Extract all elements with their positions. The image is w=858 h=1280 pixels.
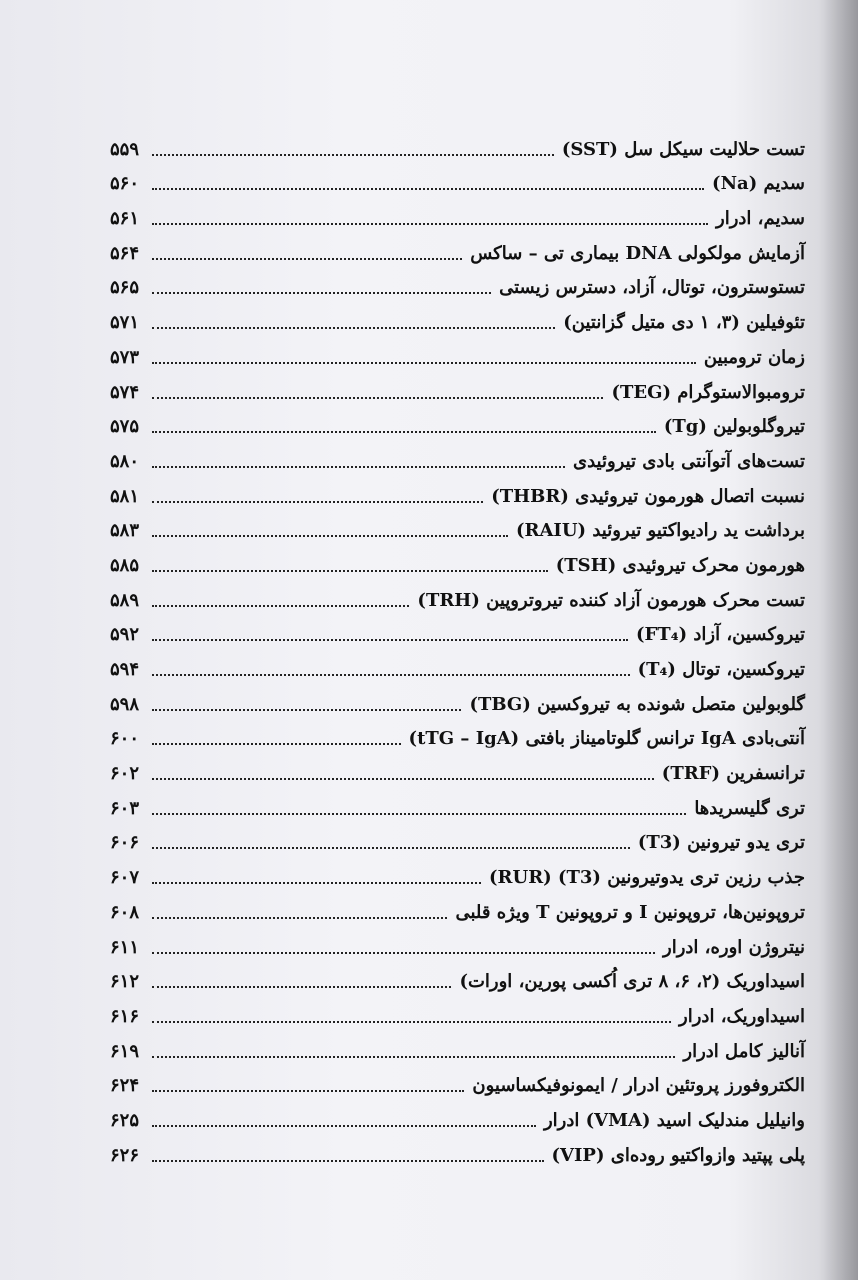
- toc-entry: [110, 1097, 805, 1132]
- toc-entry: [110, 1132, 805, 1167]
- toc-entry-title: سدیم، ادرار: [716, 208, 805, 230]
- toc-entry-page-number: ۵۶۰: [110, 173, 140, 195]
- toc-entry: [110, 369, 805, 404]
- dot-leader: [152, 639, 628, 641]
- toc-entry-title: نسبت اتصال هورمون تیروئیدی (THBR): [491, 485, 805, 507]
- dot-leader: [152, 535, 508, 537]
- toc-entry-title: جذب رزین تری یدوتیرونین (T3) (RUR): [489, 867, 805, 889]
- dot-leader: [152, 397, 603, 399]
- dot-leader: [152, 674, 630, 676]
- dot-leader: [152, 258, 462, 260]
- toc-entry: [110, 334, 805, 369]
- dot-leader: [152, 501, 483, 503]
- dot-leader: [152, 1090, 464, 1092]
- toc-entry-title: تیروگلوبولین (Tg): [663, 416, 805, 438]
- toc-entry-title: آزمایش مولکولی DNA بیماری تی – ساکس: [470, 242, 805, 264]
- toc-entry-title: تری گلیسریدها: [694, 797, 805, 819]
- dot-leader: [152, 362, 696, 364]
- toc-entry-title: ترانسفرین (TRF): [661, 763, 805, 785]
- toc-entry-page-number: ۵۵۹: [110, 138, 140, 160]
- toc-entry-page-number: ۶۰۷: [110, 867, 140, 889]
- toc-entry-page-number: ۵۷۱: [110, 312, 140, 334]
- toc-entry-page-number: ۵۸۰: [110, 450, 140, 472]
- toc-entry-title: تیروکسین، توتال (T₄): [637, 659, 805, 680]
- toc-entry: [110, 1063, 805, 1098]
- toc-entry: [110, 404, 805, 439]
- dot-leader: [152, 1021, 671, 1023]
- toc-entry: [110, 612, 805, 647]
- toc-entry-title: تست‌های آتوآنتی بادی تیروئیدی: [572, 450, 805, 472]
- dot-leader: [152, 986, 451, 988]
- toc-entry-title: نیتروژن اوره، ادرار: [663, 936, 805, 958]
- toc-entry-title: تیروکسین، آزاد (FT₄): [636, 624, 805, 646]
- toc-entry-title: آنالیز کامل ادرار: [683, 1040, 805, 1062]
- toc-entry: [110, 716, 805, 751]
- dot-leader: [152, 431, 656, 433]
- dot-leader: [152, 292, 491, 294]
- toc-entry-title: تری یدو تیرونین (T3): [637, 832, 805, 854]
- dot-leader: [152, 743, 401, 745]
- toc-entry-page-number: ۶۱۱: [110, 936, 140, 958]
- toc-entry-page-number: ۶۲۶: [110, 1144, 140, 1166]
- toc-entry: [110, 924, 805, 959]
- toc-entry: [110, 542, 805, 577]
- toc-entry-page-number: ۵۸۱: [110, 485, 140, 507]
- dot-leader: [152, 570, 548, 572]
- toc-entry: [110, 473, 805, 508]
- dot-leader: [152, 188, 704, 190]
- dot-leader: [152, 778, 654, 780]
- toc-entry: [110, 299, 805, 334]
- toc-entry-title: گلوبولین متصل شونده به تیروکسین (TBG): [469, 693, 805, 715]
- toc-entry-page-number: ۵۶۵: [110, 277, 140, 299]
- dot-leader: [152, 847, 630, 849]
- toc-entry-page-number: ۵۷۳: [110, 346, 140, 368]
- toc-entry-page-number: ۶۱۶: [110, 1005, 140, 1027]
- toc-entry-title: پلی پپتید وازواکتیو روده‌ای (VIP): [551, 1144, 805, 1166]
- dot-leader: [152, 917, 447, 919]
- toc-entry-page-number: ۶۱۲: [110, 971, 140, 993]
- toc-entry: [110, 577, 805, 612]
- toc-entry-page-number: ۶۱۹: [110, 1040, 140, 1062]
- dot-leader: [152, 223, 708, 225]
- table-of-contents: [110, 126, 805, 1167]
- toc-entry: [110, 161, 805, 196]
- toc-entry-title: زمان ترومبین: [703, 346, 805, 368]
- toc-entry-title: الکتروفورز پروتئین ادرار / ایمونوفیکساسیون: [472, 1075, 805, 1097]
- toc-entry-title: وانیلیل مندلیک اسید (VMA) ادرار: [543, 1109, 805, 1131]
- toc-entry: [110, 1028, 805, 1063]
- toc-entry-page-number: ۵۸۳: [110, 520, 140, 542]
- dot-leader: [152, 1056, 675, 1058]
- toc-entry-title: تروپونین‌ها، تروپونین I و تروپونین T ویژه قلبی: [455, 901, 805, 923]
- dot-leader: [152, 154, 554, 156]
- toc-entry-title: برداشت ید رادیواکتیو تیروئید (RAIU): [515, 520, 805, 542]
- dot-leader: [152, 605, 409, 607]
- dot-leader: [152, 813, 686, 815]
- toc-entry: [110, 681, 805, 716]
- toc-entry-page-number: ۵۸۵: [110, 554, 140, 576]
- toc-entry: [110, 230, 805, 265]
- toc-entry-title: تست حلالیت سیکل سل (SST): [561, 138, 805, 160]
- toc-entry-page-number: ۶۰۰: [110, 728, 140, 750]
- toc-entry: [110, 438, 805, 473]
- dot-leader: [152, 1125, 536, 1127]
- toc-entry-page-number: ۶۰۳: [110, 797, 140, 819]
- toc-entry: [110, 508, 805, 543]
- toc-entry-page-number: ۵۶۴: [110, 242, 140, 264]
- toc-entry-page-number: ۵۸۹: [110, 589, 140, 611]
- toc-entry-title: سدیم (Na): [712, 173, 805, 195]
- toc-entry-page-number: ۵۹۸: [110, 693, 140, 715]
- dot-leader: [152, 327, 555, 329]
- toc-entry: [110, 646, 805, 681]
- toc-entry-page-number: ۶۰۸: [110, 901, 140, 923]
- dot-leader: [152, 882, 481, 884]
- toc-entry: [110, 195, 805, 230]
- toc-entry-title: ترومبوالاستوگرام (TEG): [611, 381, 805, 403]
- page-edge-shadow: [818, 0, 858, 1280]
- toc-entry-title: تئوفیلین (۳، ۱ دی متیل گزانتین): [563, 312, 805, 334]
- toc-entry-page-number: ۵۹۲: [110, 624, 140, 646]
- toc-entry: [110, 265, 805, 300]
- toc-entry-page-number: ۶۰۶: [110, 832, 140, 854]
- dot-leader: [152, 709, 461, 711]
- toc-entry-title: آنتی‌بادی IgA ترانس گلوتامیناز بافتی (tTG – IgA): [408, 728, 805, 750]
- toc-entry-page-number: ۵۶۱: [110, 208, 140, 230]
- toc-entry-title: اسیداوریک (۲، ۶، ۸ تری اُکسی پورین، اورات): [459, 971, 805, 993]
- toc-entry: [110, 785, 805, 820]
- toc-entry: [110, 820, 805, 855]
- dot-leader: [152, 952, 655, 954]
- toc-entry-title: اسیداوریک، ادرار: [679, 1005, 805, 1027]
- dot-leader: [152, 466, 565, 468]
- toc-entry-page-number: ۶۲۴: [110, 1075, 140, 1097]
- toc-entry: [110, 750, 805, 785]
- toc-entry-title: تست محرک هورمون آزاد کننده تیروتروپین (TRH): [417, 589, 805, 611]
- toc-entry-page-number: ۶۲۵: [110, 1109, 140, 1131]
- toc-entry-title: تستوسترون، توتال، آزاد، دسترس زیستی: [499, 277, 805, 299]
- toc-entry: [110, 993, 805, 1028]
- dot-leader: [152, 1160, 544, 1162]
- toc-entry: [110, 126, 805, 161]
- toc-entry-title: هورمون محرک تیروئیدی (TSH): [555, 554, 805, 576]
- toc-entry-page-number: ۵۹۴: [110, 659, 140, 680]
- toc-entry: [110, 889, 805, 924]
- toc-entry-page-number: ۶۰۲: [110, 763, 140, 785]
- toc-entry-page-number: ۵۷۵: [110, 416, 140, 438]
- toc-entry: [110, 854, 805, 889]
- toc-entry-page-number: ۵۷۴: [110, 381, 140, 403]
- toc-entry: [110, 959, 805, 994]
